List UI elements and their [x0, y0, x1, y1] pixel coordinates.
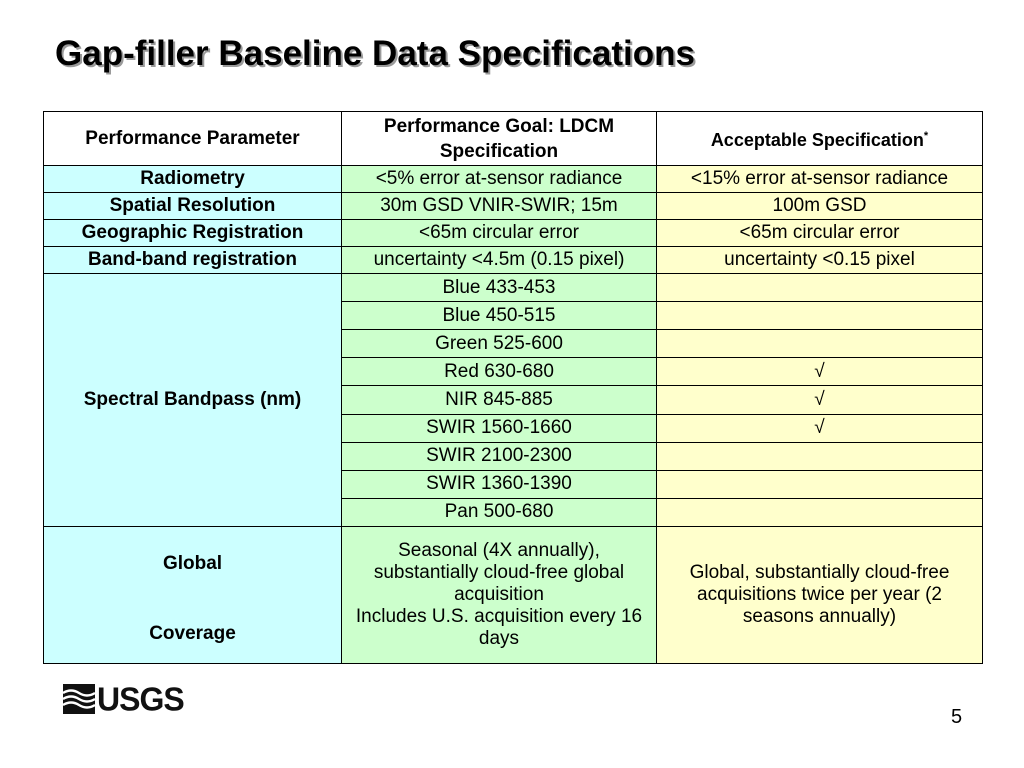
- acceptable-band-registration: uncertainty <0.15 pixel: [657, 247, 983, 274]
- specifications-table: [43, 111, 983, 664]
- goal-band-registration: uncertainty <4.5m (0.15 pixel): [342, 247, 657, 274]
- table-row: [44, 166, 983, 193]
- spectral-bandpass-label: Spectral Bandpass (nm): [83, 388, 302, 410]
- table-row: [44, 247, 983, 274]
- table-row: [44, 220, 983, 247]
- param-geographic-registration: Geographic Registration: [44, 220, 342, 247]
- band-goal: NIR 845-885: [342, 386, 657, 414]
- band-goal: SWIR 2100-2300: [342, 442, 657, 470]
- acceptable-coverage: Global, substantially cloud-free acquisitions twice per year (2 seasons annually): [657, 526, 983, 663]
- header-row: [44, 112, 983, 166]
- band-goal: Pan 500-680: [342, 498, 657, 526]
- goal-radiometry: <5% error at-sensor radiance: [342, 166, 657, 193]
- header-performance-goal: Performance Goal: LDCM Specification: [342, 112, 657, 166]
- band-acceptable-check: √: [657, 414, 983, 442]
- slide-title: Gap-filler Baseline Data Specifications: [55, 34, 695, 73]
- band-acceptable: [657, 470, 983, 498]
- param-spatial-resolution: Spatial Resolution: [44, 193, 342, 220]
- usgs-wave-icon: [63, 684, 95, 714]
- footnote-asterisk: *: [923, 130, 929, 143]
- coverage-goal-seasonal: Seasonal (4X annually), substantially cloud-free global acquisition: [373, 539, 625, 605]
- header-acceptable-label: Acceptable Specification: [710, 130, 924, 151]
- acceptable-geographic-registration: <65m circular error: [657, 220, 983, 247]
- acceptable-spatial-resolution: 100m GSD: [657, 193, 983, 220]
- coverage-row: [44, 526, 983, 663]
- param-radiometry: Radiometry: [44, 166, 342, 193]
- band-acceptable: [657, 274, 983, 302]
- header-acceptable-specification: [657, 112, 983, 166]
- header-performance-parameter: Performance Parameter: [44, 112, 342, 166]
- coverage-goal-us: Includes U.S. acquisition every 16 days: [355, 605, 643, 649]
- band-acceptable: [657, 442, 983, 470]
- acceptable-radiometry: <15% error at-sensor radiance: [657, 166, 983, 193]
- spectral-row: [44, 274, 983, 302]
- goal-coverage: [342, 526, 657, 663]
- coverage-global-label: Global: [162, 552, 223, 574]
- band-acceptable: [657, 302, 983, 330]
- band-goal: SWIR 1360-1390: [342, 470, 657, 498]
- band-goal: Blue 450-515: [342, 302, 657, 330]
- param-coverage: [44, 526, 342, 663]
- band-acceptable-check: √: [657, 358, 983, 386]
- band-goal: Red 630-680: [342, 358, 657, 386]
- param-band-registration: Band-band registration: [44, 247, 342, 274]
- band-goal: Green 525-600: [342, 330, 657, 358]
- page-number: 5: [951, 706, 963, 728]
- goal-spatial-resolution: 30m GSD VNIR-SWIR; 15m: [342, 193, 657, 220]
- usgs-logo: [63, 682, 184, 716]
- band-acceptable: [657, 330, 983, 358]
- band-goal: SWIR 1560-1660: [342, 414, 657, 442]
- param-spectral-bandpass: [44, 274, 342, 526]
- band-acceptable: [657, 498, 983, 526]
- coverage-label: Coverage: [149, 622, 236, 644]
- table-row: [44, 193, 983, 220]
- goal-geographic-registration: <65m circular error: [342, 220, 657, 247]
- band-acceptable-check: √: [657, 386, 983, 414]
- usgs-logo-text: USGS: [97, 680, 184, 718]
- band-goal: Blue 433-453: [342, 274, 657, 302]
